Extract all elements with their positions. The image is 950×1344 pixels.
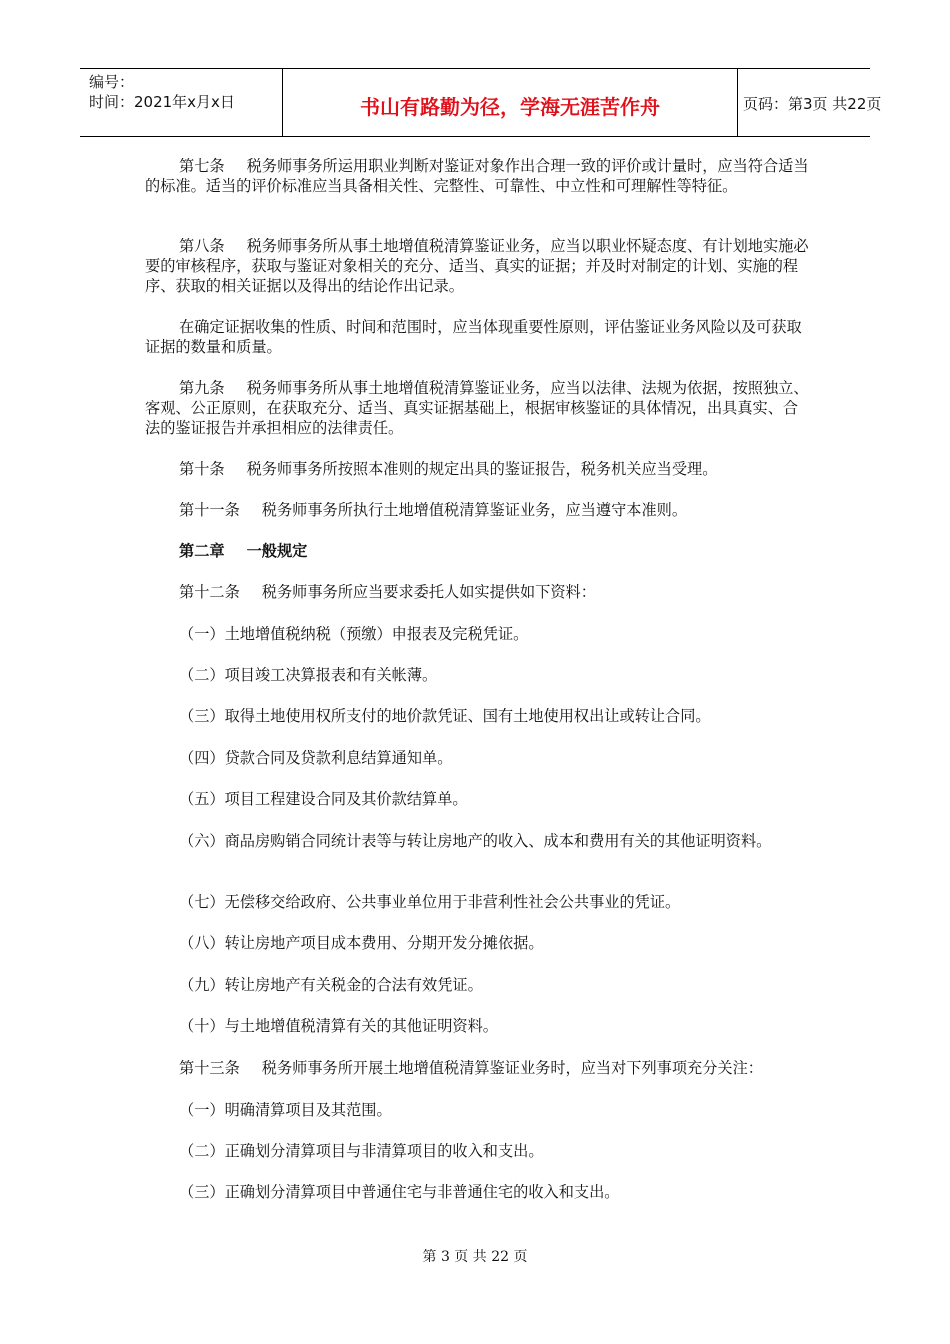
article-number: 第十一条 — [179, 501, 240, 519]
list-item: （一）土地增值税纳税（预缴）申报表及完税凭证。 — [179, 625, 529, 643]
header-page-cell — [737, 69, 882, 136]
article-number: 第十条 — [179, 460, 225, 478]
list-item: （四）贷款合同及贷款利息结算通知单。 — [179, 749, 453, 767]
article-text: 税务师事务所按照本准则的规定出具的鉴证报告，税务机关应当受理。 — [246, 460, 718, 478]
list-item: （七）无偿移交给政府、公共事业单位用于非营利性社会公共事业的凭证。 — [179, 893, 681, 911]
list-item: （三）取得土地使用权所支付的地价款凭证、国有土地使用权出让或转让合同。 — [179, 707, 711, 725]
article-text: 税务师事务所从事土地增值税清算鉴证业务，应当以职业怀疑态度、有计划地实施必要的审核程序，获取与鉴证对象相关的充分、适当、真实的证据；并及时对制定的计划、实施的程序、获取的相关证据以及得出的结论作出记录。 — [145, 237, 809, 295]
paragraph-text: 在确定证据收集的性质、时间和范围时，应当体现重要性原则，评估鉴证业务风险以及可获取证据的数量和质量。 — [145, 318, 802, 356]
article-paragraph — [145, 1058, 810, 1078]
list-item: （六）商品房购销合同统计表等与转让房地产的收入、成本和费用有关的其他证明资料。 — [179, 832, 772, 850]
chapter-title: 一般规定 — [246, 542, 308, 560]
article-number: 第八条 — [179, 237, 225, 255]
article-text: 税务师事务所运用职业判断对鉴证对象作出合理一致的评价或计量时，应当符合适当的标准。适当的评价标准应当具备相关性、完整性、可靠性、中立性和可理解性等特征。 — [145, 157, 809, 195]
article-paragraph — [145, 378, 810, 438]
list-item: （二）项目竣工决算报表和有关帐薄。 — [179, 666, 438, 684]
article-text: 税务师事务所从事土地增值税清算鉴证业务，应当以法律、法规为依据，按照独立、客观、公正原则，在获取充分、适当、真实证据基础上，根据审核鉴证的具体情况，出具真实、合法的鉴证报告并承担相应的法律责任。 — [145, 379, 809, 437]
article-paragraph — [145, 582, 810, 602]
article-paragraph — [145, 459, 810, 479]
chapter-number: 第二章 — [179, 542, 225, 560]
body-paragraph — [145, 317, 810, 357]
article-text: 税务师事务所应当要求委托人如实提供如下资料： — [261, 583, 596, 601]
article-paragraph — [145, 236, 810, 296]
article-paragraph — [145, 156, 810, 196]
list-item: （二）正确划分清算项目与非清算项目的收入和支出。 — [179, 1142, 544, 1160]
list-item: （五）项目工程建设合同及其价款结算单。 — [179, 790, 468, 808]
page-footer: 第 3 页 共 22 页 — [422, 1249, 528, 1265]
article-number: 第十三条 — [179, 1059, 240, 1077]
list-item: （三）正确划分清算项目中普通住宅与非普通住宅的收入和支出。 — [179, 1183, 620, 1201]
article-text: 税务师事务所执行土地增值税清算鉴证业务，应当遵守本准则。 — [261, 501, 687, 519]
article-number: 第七条 — [179, 157, 225, 175]
article-number: 第十二条 — [179, 583, 240, 601]
document-number-label: 编号： — [89, 73, 135, 91]
header-motto-cell — [282, 69, 738, 136]
article-paragraph — [145, 500, 810, 520]
document-date-label: 时间：2021年x月x日 — [89, 93, 235, 111]
chapter-heading — [145, 541, 810, 561]
page-header — [80, 68, 882, 137]
list-item: （八）转让房地产项目成本费用、分期开发分摊依据。 — [179, 934, 544, 952]
list-item: （一）明确清算项目及其范围。 — [179, 1101, 392, 1119]
header-motto: 书山有路勤为径，学海无涯苦作舟 — [360, 95, 660, 119]
header-info-cell — [80, 69, 282, 136]
list-item: （十）与土地增值税清算有关的其他证明资料。 — [179, 1017, 498, 1035]
list-item: （九）转让房地产有关税金的合法有效凭证。 — [179, 976, 483, 994]
article-number: 第九条 — [179, 379, 225, 397]
article-text: 税务师事务所开展土地增值税清算鉴证业务时，应当对下列事项充分关注： — [261, 1059, 763, 1077]
header-page-label: 页码：第3页 共22页 — [743, 95, 882, 113]
